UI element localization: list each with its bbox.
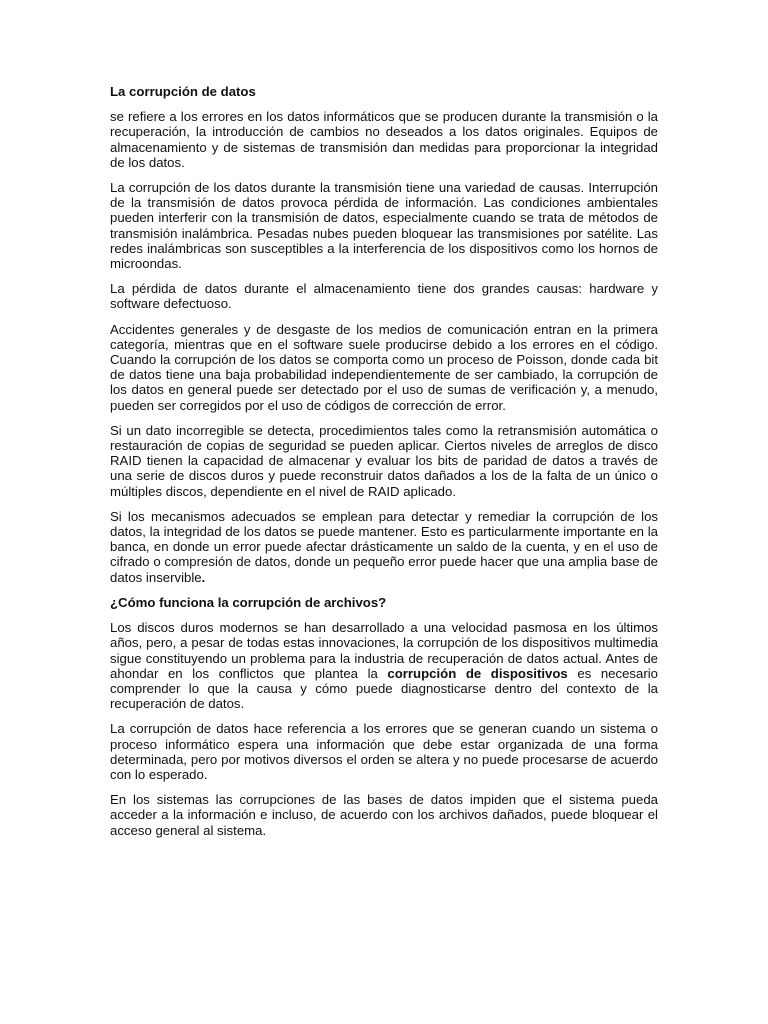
paragraph-modern-disks-start: Los discos duros modernos se han desarrollado a una velocidad pasmosa en los últimos años, pero, a pesar de todas estas innovaciones, la corrupción de los dispositivos multimedia sigue constituyendo un problema para la industria de recuperación de datos actual. Antes de ahondar en los conflictos que plantea la bbox=[110, 620, 658, 681]
document-page bbox=[110, 84, 658, 848]
paragraph-integrity bbox=[110, 509, 658, 585]
paragraph-integrity-text: Si los mecanismos adecuados se emplean para detectar y remediar la corrupción de los datos, la integridad de los datos se puede mantener. Esto es particularmente importante en la banca, en donde un error puede afectar drásticamente un saldo de la cuenta, y en el uso de cifrado o compresión de datos, donde un pequeño error puede hacer que una amplia base de datos inservible bbox=[110, 508, 658, 585]
paragraph-recovery-raid: Si un dato incorregible se detecta, procedimientos tales como la retransmisión automática o restauración de copias de seguridad se pueden aplicar. Ciertos niveles de arreglos de disco RAID tienen la capacidad de almacenar y evaluar los bits de paridad de datos a través de una serie de discos duros y puede reconstruir datos dañados a los de la falta de un único o múltiples discos, dependiente en el nivel de RAID aplicado. bbox=[110, 422, 658, 499]
paragraph-storage-causes: La pérdida de datos durante el almacenamiento tiene dos grandes causas: hardware y software defectuoso. bbox=[110, 281, 658, 312]
section-heading-file-corruption: ¿Cómo funciona la corrupción de archivos? bbox=[110, 594, 387, 610]
paragraph-modern-disks-end: es necesario comprender lo que la causa y cómo puede diagnosticarse dentro del contexto de la recuperación de datos. bbox=[110, 665, 658, 712]
paragraph-integrity-period: . bbox=[201, 569, 206, 585]
paragraph-hardware-software: Accidentes generales y de desgaste de los medios de comunicación entran en la primera categoría, mientras que en el software suele producirse debido a los errores en el código. Cuando la corrupción de los datos se comporta como un proceso de Poisson, donde cada bit de datos tiene una baja probabilidad independientemente de ser cambiado, la corrupción de los datos en general puede ser detectado por el uso de sumas de verificación y, a menudo, pueden ser corregidos por el uso de códigos de corrección de error. bbox=[110, 321, 658, 413]
paragraph-database-corruption: En los sistemas las corrupciones de las bases de datos impiden que el sistema pueda acceder a la información e incluso, de acuerdo con los archivos dañados, puede bloquear el acceso general al sistema. bbox=[110, 792, 658, 838]
paragraph-definition: se refiere a los errores en los datos informáticos que se producen durante la transmisión o la recuperación, la introducción de cambios no deseados a los datos originales. Equipos de almacenamiento y de sistemas de transmisión dan medidas para proporcionar la integridad de los datos. bbox=[110, 109, 658, 170]
document-heading: La corrupción de datos bbox=[110, 84, 256, 99]
bold-term-device-corruption: corrupción de dispositivos bbox=[387, 665, 568, 681]
paragraph-transmission-causes: La corrupción de los datos durante la transmisión tiene una variedad de causas. Interrupción de la transmisión de datos provoca pérdida de información. Las condiciones ambientales pueden interferir con la transmisión de datos, especialmente cuando se trata de métodos de transmisión inalámbrica. Pesadas nubes pueden bloquear las transmisiones por satélite. Las redes inalámbricas son susceptibles a la interferencia de los dispositivos como los hornos de microondas. bbox=[110, 180, 658, 272]
paragraph-modern-disks bbox=[110, 620, 658, 711]
paragraph-data-corruption-definition: La corrupción de datos hace referencia a los errores que se generan cuando un sistema o proceso informático espera una información que debe estar organizada de una forma determinada, pero por motivos diversos el orden se altera y no puede procesarse de acuerdo con lo esperado. bbox=[110, 721, 658, 782]
